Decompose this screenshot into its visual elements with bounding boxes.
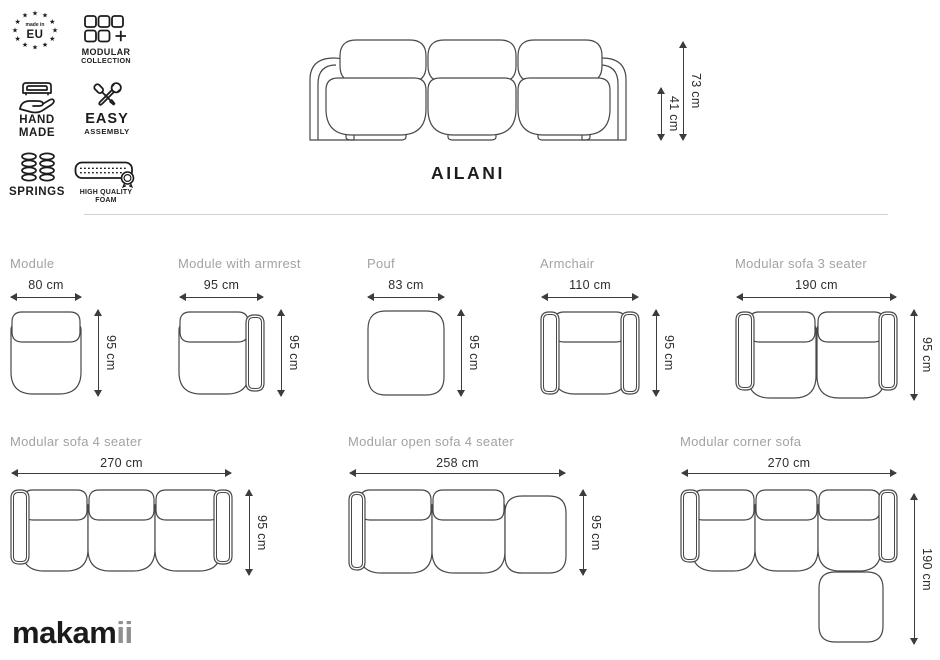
- depth-dimension: 95 cm: [662, 335, 676, 371]
- hand-made-icon: [17, 79, 57, 115]
- width-arrow: [350, 473, 565, 474]
- width-dimension: 80 cm: [28, 278, 64, 292]
- springs-icon: [19, 151, 57, 185]
- depth-arrow: [249, 490, 250, 575]
- svg-text:★: ★: [21, 11, 29, 20]
- svg-text:★: ★: [41, 41, 49, 50]
- high-quality-foam-label: HIGH QUALITY FOAM: [79, 189, 133, 205]
- hand-made-label: HAND MADE: [18, 114, 56, 139]
- module-name: Armchair: [540, 256, 595, 271]
- depth-arrow: [98, 310, 99, 396]
- width-arrow: [12, 473, 231, 474]
- depth-arrow: [914, 494, 915, 644]
- depth-arrow: [656, 310, 657, 396]
- modular-collection-label: MODULAR COLLECTION: [81, 47, 131, 65]
- depth-arrow: [914, 310, 915, 400]
- module-name: Module: [10, 256, 55, 271]
- module-drawing: [367, 310, 445, 396]
- module-name: Pouf: [367, 256, 395, 271]
- module-drawing: [540, 310, 640, 396]
- easy-assembly-icon: [89, 79, 125, 115]
- springs-label: SPRINGS: [9, 186, 65, 198]
- width-dimension: 190 cm: [795, 278, 838, 292]
- depth-arrow: [583, 490, 584, 575]
- width-arrow: [682, 473, 896, 474]
- svg-text:★: ★: [41, 11, 49, 20]
- width-arrow: [180, 297, 263, 298]
- logo-text-main: makam: [12, 615, 117, 650]
- svg-text:★: ★: [14, 17, 21, 26]
- eu-label: EU: [26, 29, 44, 41]
- depth-dimension: 95 cm: [104, 335, 118, 371]
- product-name: AILANI: [431, 163, 505, 183]
- svg-text:★: ★: [11, 26, 19, 35]
- module-drawing: [178, 310, 265, 396]
- depth-dimension: 95 cm: [589, 514, 603, 551]
- width-dimension: 258 cm: [436, 456, 479, 470]
- module-drawing: [680, 488, 898, 645]
- width-arrow: [542, 297, 638, 298]
- width-arrow: [11, 297, 81, 298]
- module-drawing: [10, 488, 233, 573]
- total-height-arrow: [683, 42, 684, 140]
- total-height-dimension: 73 cm: [689, 73, 703, 109]
- module-drawing: [735, 310, 898, 400]
- easy-assembly-label: EASY ASSEMBLY: [84, 111, 130, 136]
- svg-text:★: ★: [51, 26, 59, 35]
- width-dimension: 95 cm: [203, 278, 240, 292]
- svg-text:★: ★: [49, 17, 56, 26]
- depth-dimension: 95 cm: [255, 514, 269, 551]
- made-in-label: made in: [25, 22, 45, 28]
- high-quality-foam-icon: [74, 158, 138, 188]
- logo-text-accent: ii: [116, 615, 133, 650]
- width-dimension: 110 cm: [569, 278, 611, 292]
- width-dimension: 83 cm: [388, 278, 424, 292]
- depth-dimension: 95 cm: [920, 337, 934, 373]
- width-arrow: [368, 297, 444, 298]
- module-drawing: [348, 488, 567, 575]
- svg-text:★: ★: [21, 41, 29, 50]
- module-name: Modular sofa 3 seater: [735, 256, 868, 271]
- seat-height-dimension: 41 cm: [667, 96, 681, 132]
- module-name: Module with armrest: [178, 256, 301, 271]
- depth-dimension: 95 cm: [287, 335, 301, 371]
- depth-dimension: 95 cm: [467, 335, 481, 371]
- width-dimension: 270 cm: [767, 456, 811, 470]
- module-name: Modular corner sofa: [680, 434, 802, 449]
- svg-text:★: ★: [31, 9, 39, 18]
- modular-collection-icon: [84, 15, 130, 45]
- eu-stars-icon: [10, 8, 60, 54]
- hero-sofa-drawing: [302, 26, 634, 144]
- seat-height-arrow: [661, 88, 662, 140]
- depth-arrow: [461, 310, 462, 396]
- svg-text:★: ★: [49, 34, 56, 43]
- module-drawing: [10, 310, 82, 396]
- brand-logo: [12, 615, 133, 651]
- module-name: Modular sofa 4 seater: [10, 434, 143, 449]
- module-name: Modular open sofa 4 seater: [348, 434, 515, 449]
- section-divider: [84, 214, 888, 215]
- width-dimension: 270 cm: [100, 456, 143, 470]
- depth-arrow: [281, 310, 282, 396]
- svg-text:★: ★: [14, 34, 21, 43]
- svg-text:★: ★: [31, 43, 39, 52]
- depth-dimension: 190 cm: [920, 547, 934, 591]
- width-arrow: [737, 297, 896, 298]
